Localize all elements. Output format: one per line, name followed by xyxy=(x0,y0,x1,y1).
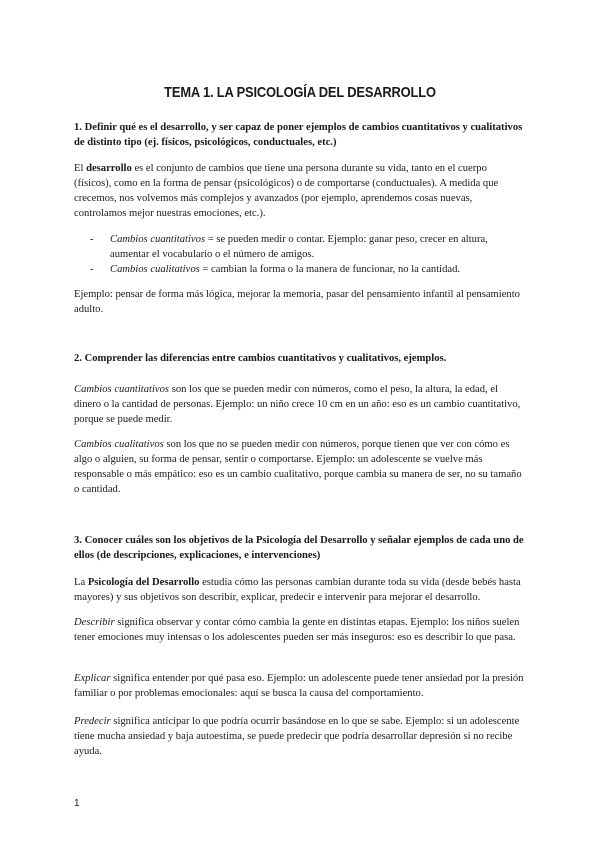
page-title: TEMA 1. LA PSICOLOGÍA DEL DESARROLLO xyxy=(164,84,436,101)
italic-term: Predecir xyxy=(74,716,111,727)
text-span: = cambian la forma o la manera de funcionar, no la cantidad. xyxy=(199,264,461,275)
section-3-paragraph-4 xyxy=(74,714,526,759)
section-1-question xyxy=(74,120,526,150)
section-3-paragraph-1 xyxy=(74,575,526,605)
paragraph-text xyxy=(74,437,526,497)
question-text: 1. Definir qué es el desarrollo, y ser capaz de poner ejemplos de cambios cuantitativos y cualitativos de distinto tipo (ej. físicos, psicológicos, conductuales, etc.) xyxy=(74,122,523,148)
paragraph-text xyxy=(74,161,526,221)
section-3-question xyxy=(74,533,526,563)
italic-term: Cambios cuantitativos xyxy=(74,384,170,395)
text-span: son los que no se pueden medir con números, porque tienen que ver con cómo es algo o alguien, su forma de pensar, sentir o comportarse. Ejemplo: un adolescente se vuelve más responsable o más empático: eso es un cambio cualitativo, porque cambia su manera de ser, no su tamaño o cantidad. xyxy=(74,439,522,495)
bullet-item xyxy=(90,232,526,262)
bold-term: desarrollo xyxy=(86,163,132,174)
italic-term: Cambios cuantitativos xyxy=(110,234,206,245)
dash-marker: - xyxy=(90,264,94,275)
paragraph-text xyxy=(74,575,526,605)
section-3-paragraph-3 xyxy=(74,671,526,701)
paragraph-text: Ejemplo: pensar de forma más lógica, mejorar la memoria, pasar del pensamiento infantil al pensamiento adulto. xyxy=(74,289,520,315)
paragraph-text xyxy=(74,671,526,701)
text-span: La xyxy=(74,577,88,588)
dash-marker: - xyxy=(90,234,94,245)
text-span: = se pueden medir o contar. Ejemplo: ganar peso, crecer en altura, aumentar el vocabulario o el número de amigos. xyxy=(110,234,488,260)
section-3-paragraph-2 xyxy=(74,615,526,645)
text-span: significa entender por qué pasa eso. Ejemplo: un adolescente puede tener ansiedad por la presión familiar o por problemas emocionales: aquí se busca la causa del comportamiento. xyxy=(74,673,524,699)
section-2-question xyxy=(74,351,526,366)
paragraph-text xyxy=(74,615,526,645)
text-span: es el conjunto de cambios que tiene una persona durante su vida, tanto en el cuerpo (físicos), como en la forma de pensar (psicológicos) o de comportarse (conductuales). A medida que crecemos, nos volvemos más complejos y avanzados (por ejemplo, aprendemos cosas nuevas, controlamos mejor nuestras emociones, etc.). xyxy=(74,163,499,219)
question-text: 2. Comprender las diferencias entre cambios cuantitativos y cualitativos, ejemplos. xyxy=(74,353,447,364)
bullet-list xyxy=(90,232,526,277)
text-span: significa anticipar lo que podría ocurrir basándose en lo que se sabe. Ejemplo: si un adolescente tiene mucha ansiedad y baja autoestima, se puede predecir que podría desarrollar depresión si no recibe ayuda. xyxy=(74,716,520,757)
bullet-item xyxy=(90,262,526,277)
text-span: son los que se pueden medir con números, como el peso, la altura, la edad, el dinero o la cantidad de personas. Ejemplo: un niño crece 10 cm en un año: eso es un cambio cuantitativo, porque se puede medir. xyxy=(74,384,521,425)
question-text: 3. Conocer cuáles son los objetivos de la Psicología del Desarrollo y señalar ejemplos de cada uno de ellos (de descripciones, explicaciones, e intervenciones) xyxy=(74,535,524,561)
page-number: 1 xyxy=(74,798,80,809)
text-span: El xyxy=(74,163,87,174)
section-2-paragraph-1 xyxy=(74,382,526,427)
section-1-example xyxy=(74,287,526,317)
italic-term: Describir xyxy=(74,617,115,628)
section-1-paragraph xyxy=(74,161,526,221)
italic-term: Cambios cualitativos xyxy=(110,264,200,275)
italic-term: Cambios cualitativos xyxy=(74,439,164,450)
paragraph-text xyxy=(74,382,526,427)
text-span: significa observar y contar cómo cambia la gente en distintas etapas. Ejemplo: los niños suelen tener emociones muy intensas o los adolescentes pueden ser más inseguros: eso es describir lo que pasa. xyxy=(74,617,520,643)
paragraph-text xyxy=(74,714,526,759)
text-span: estudia cómo las personas cambian durante toda su vida (desde bebés hasta mayores) y sus objetivos son describir, explicar, predecir e intervenir para mejorar el desarrollo. xyxy=(74,577,521,603)
bold-term: Psicología del Desarrollo xyxy=(87,577,200,588)
section-2-paragraph-2 xyxy=(74,437,526,497)
italic-term: Explicar xyxy=(74,673,111,684)
